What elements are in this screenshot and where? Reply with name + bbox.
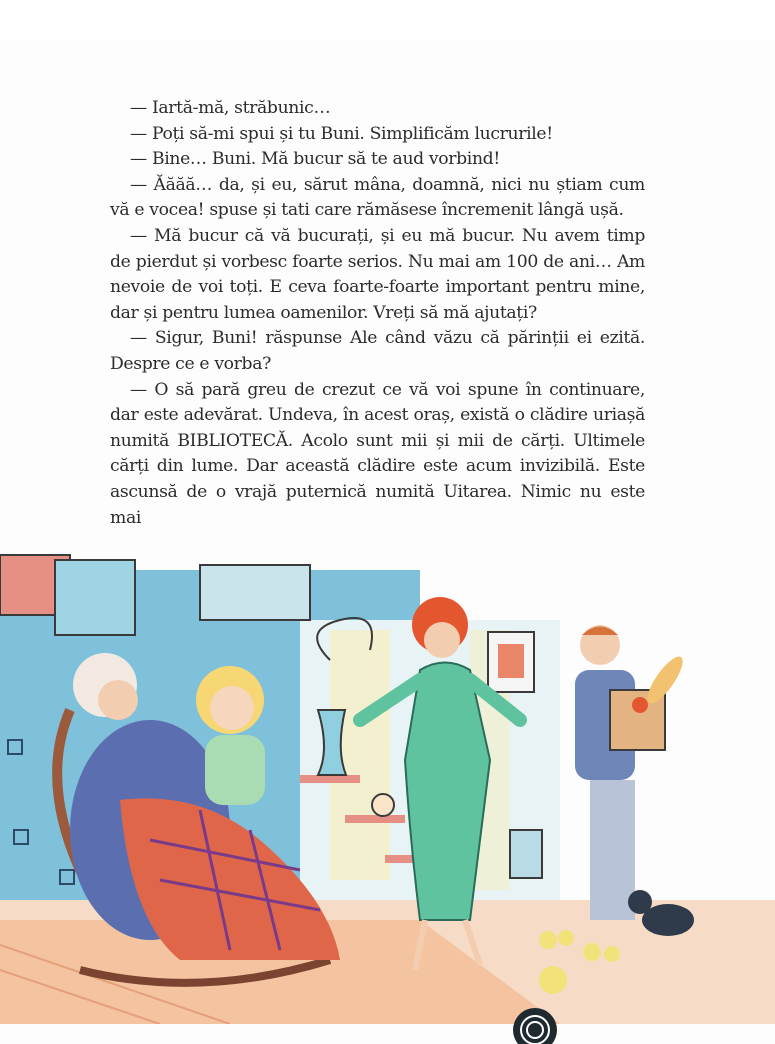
family-living-room-illustration [0,540,775,1024]
dialogue-line-4: — Ăăăă… da, și eu, sărut mâna, doamnă, nici nu știam cum vă e vocea! spuse și tati care rămăsese încremenit lângă ușă. [110,174,645,221]
dialogue-line-5: — Mă bucur că vă bucurați, și eu mă bucur. Nu avem timp de pierdut și vorbesc foarte serios. Nu mai am 100 de ani… Am nevoie de voi toți. E ceva foarte-foarte important pentru mine, dar și pentru lumea oamenilor. Vreți să mă ajutați? [110,225,645,323]
dialogue-line-7: — O să pară greu de crezut ce vă voi spune în continuare, dar este adevărat. Undeva, în acest oraș, există o clădire uriașă numită BIBLIOTECĂ. Acolo sunt mii și mii de cărți. Ultimele cărți din lume. Dar această clădire este acum invizibilă. Este ascunsă de o vrajă puternică numită Uitarea. Nimic nu este mai [110,379,645,528]
story-text [110,96,645,531]
dialogue-line-1: — Iartă-mă, străbunic… [130,98,331,118]
dialogue-line-2: — Poți să-mi spui și tu Buni. Simplificăm lucrurile! [130,123,553,144]
dialogue-line-6: — Sigur, Buni! răspunse Ale când văzu că părinții ei ezită. Despre ce e vorba? [110,328,645,374]
page-top-band [0,0,775,40]
page-badge-icon [510,1004,560,1044]
dialogue-line-3: — Bine… Buni. Mă bucur să te aud vorbind! [130,149,500,170]
